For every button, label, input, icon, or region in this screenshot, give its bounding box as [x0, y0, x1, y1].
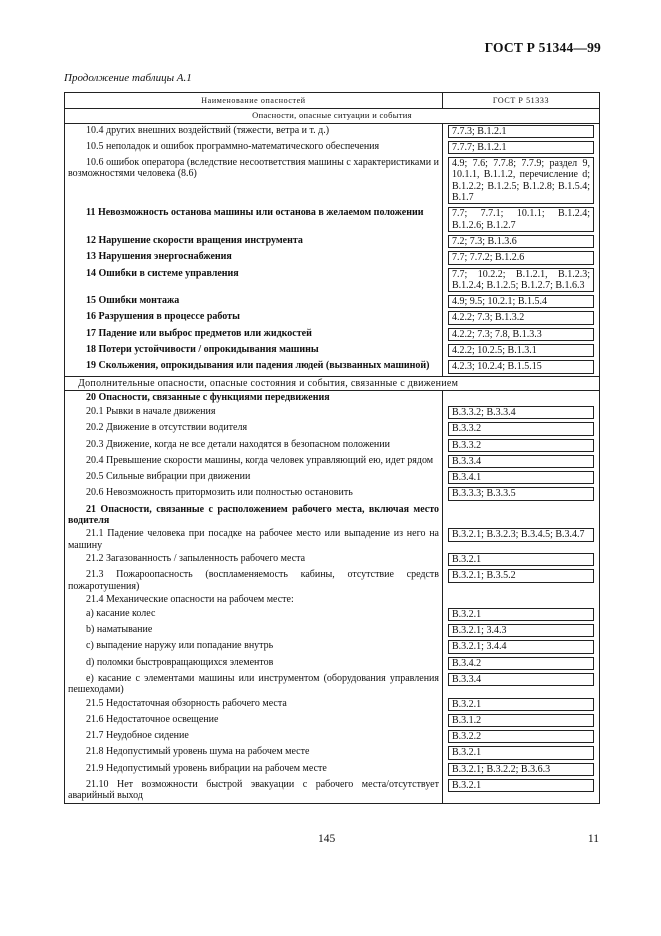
reference-cell [443, 454, 600, 470]
table-row [65, 713, 600, 729]
reference-clause: В.3.2.1 [448, 746, 594, 759]
reference-clause: 7.7; 10.2.2; В.1.2.1, В.1.2.3; В.1.2.4; В.1.2.5; В.1.2.7; В.1.6.3 [448, 268, 594, 293]
reference-cell [443, 503, 600, 528]
section-header-hazards: Опасности, опасные ситуации и события [65, 109, 600, 123]
hazard-name-cell: 10.6 ошибок оператора (вследствие несоответствия машины с характеристиками и возможностями человека (8.6) [65, 156, 443, 206]
reference-clause: 4.2.3; 10.2.4; В.1.5.15 [448, 360, 594, 373]
table-continuation-caption: Продолжение таблицы А.1 [64, 72, 192, 84]
reference-cell [443, 123, 600, 140]
table-row [65, 390, 600, 405]
table-row [65, 250, 600, 266]
reference-clause: В.3.2.1 [448, 779, 594, 792]
section-header-movement: Дополнительные опасности, опасные состояния и события, связанные с движением [65, 376, 600, 390]
reference-cell [443, 486, 600, 502]
table-row [65, 294, 600, 310]
reference-cell [443, 778, 600, 803]
hazard-name-cell: 21.4 Механические опасности на рабочем месте: [65, 593, 443, 607]
table-row [65, 607, 600, 623]
hazard-name-cell: а) касание колес [65, 607, 443, 623]
table-header-row [65, 93, 600, 109]
document-code: ГОСТ Р 51344—99 [484, 40, 601, 55]
reference-cell [443, 552, 600, 568]
reference-cell [443, 405, 600, 421]
reference-cell [443, 156, 600, 206]
hazard-name-cell: 21.5 Недостаточная обзорность рабочего места [65, 697, 443, 713]
table-row [65, 470, 600, 486]
hazard-name-cell: 21.8 Недопустимый уровень шума на рабочем месте [65, 745, 443, 761]
hazard-name-cell: d) поломки быстровращающихся элементов [65, 656, 443, 672]
reference-clause: 4.9; 9.5; 10.2.1; В.1.5.4 [448, 295, 594, 308]
reference-cell [443, 729, 600, 745]
reference-clause: 4.2.2; 7.3; В.1.3.2 [448, 311, 594, 324]
reference-clause: В.3.2.1; В.3.2.3; В.3.4.5; В.3.4.7 [448, 528, 594, 541]
hazard-name-cell: е) касание с элементами машины или инструментом (оборудования управления пешеходами) [65, 672, 443, 697]
table-row [65, 729, 600, 745]
reference-clause: 4.2.2; 10.2.5; В.1.3.1 [448, 344, 594, 357]
hazard-name-cell: 21.1 Падение человека при посадке на рабочее место или выпадение из него на машину [65, 527, 443, 552]
reference-clause [448, 392, 594, 403]
table-row [65, 503, 600, 528]
reference-clause: В.3.2.1; В.3.2.2; В.3.6.3 [448, 763, 594, 776]
column-header-hazards: Наименование опасностей [65, 93, 443, 109]
reference-cell [443, 438, 600, 454]
reference-clause [448, 594, 594, 605]
reference-clause: В.3.3.2 [448, 439, 594, 452]
reference-cell [443, 672, 600, 697]
reference-cell [443, 697, 600, 713]
reference-cell [443, 656, 600, 672]
reference-clause: 7.7; 7.7.2; В.1.2.6 [448, 251, 594, 264]
reference-cell [443, 470, 600, 486]
reference-clause: 7.2; 7.3; В.1.3.6 [448, 235, 594, 248]
reference-cell [443, 745, 600, 761]
reference-clause: 4.2.2; 7.3; 7.8, В.1.3.3 [448, 328, 594, 341]
reference-cell [443, 359, 600, 376]
table-row [65, 140, 600, 156]
table-row [65, 267, 600, 295]
table-row [65, 156, 600, 206]
reference-clause: В.3.3.3; В.3.3.5 [448, 487, 594, 500]
hazard-name-cell: 10.4 других внешних воздействий (тяжести, ветра и т. д.) [65, 123, 443, 140]
reference-clause: В.3.3.2; В.3.3.4 [448, 406, 594, 419]
reference-clause [448, 504, 594, 515]
table-row [65, 123, 600, 140]
reference-cell [443, 421, 600, 437]
reference-cell [443, 607, 600, 623]
table-row [65, 527, 600, 552]
table-row [65, 697, 600, 713]
reference-clause: В.3.3.4 [448, 673, 594, 686]
hazard-name-cell: 10.5 неполадок и ошибок программно-математического обеспечения [65, 140, 443, 156]
reference-cell [443, 327, 600, 343]
reference-cell [443, 343, 600, 359]
reference-cell [443, 527, 600, 552]
hazard-name-cell: 21.10 Нет возможности быстрой эвакуации с рабочего места/отсутствует аварийный выход [65, 778, 443, 803]
table-row [65, 762, 600, 778]
hazard-name-cell: 19 Скольжения, опрокидывания или падения людей (вызванных машиной) [65, 359, 443, 376]
table-row [65, 486, 600, 502]
hazard-name-cell: 17 Падение или выброс предметов или жидкостей [65, 327, 443, 343]
hazard-name-cell: 13 Нарушения энергоснабжения [65, 250, 443, 266]
section-header-row [65, 109, 600, 123]
page-number-center: 145 [318, 833, 336, 845]
reference-clause: В.3.2.1; 3.4.3 [448, 624, 594, 637]
table-row [65, 656, 600, 672]
page-number-right: 11 [587, 833, 599, 845]
hazard-name-cell: 12 Нарушение скорости вращения инструмента [65, 234, 443, 250]
hazard-name-cell: 15 Ошибки монтажа [65, 294, 443, 310]
table-row [65, 438, 600, 454]
reference-clause: В.3.4.1 [448, 471, 594, 484]
table-row [65, 672, 600, 697]
reference-cell [443, 294, 600, 310]
reference-cell [443, 568, 600, 593]
table-row [65, 359, 600, 376]
table-row [65, 421, 600, 437]
table-row [65, 206, 600, 234]
reference-cell [443, 140, 600, 156]
hazard-name-cell: 21.6 Недостаточное освещение [65, 713, 443, 729]
reference-cell [443, 390, 600, 405]
reference-cell [443, 639, 600, 655]
reference-clause: В.3.3.4 [448, 455, 594, 468]
table-row [65, 623, 600, 639]
reference-cell [443, 593, 600, 607]
hazard-name-cell: 21.7 Неудобное сидение [65, 729, 443, 745]
reference-cell [443, 267, 600, 295]
reference-clause: В.3.2.1; 3.4.4 [448, 640, 594, 653]
table-row [65, 405, 600, 421]
table-row [65, 310, 600, 326]
reference-cell [443, 234, 600, 250]
table-row [65, 593, 600, 607]
hazard-name-cell: 21.9 Недопустимый уровень вибрации на рабочем месте [65, 762, 443, 778]
hazard-name-cell: 20.4 Превышение скорости машины, когда человек управляющий ею, идет рядом [65, 454, 443, 470]
hazard-name-cell: b) наматывание [65, 623, 443, 639]
reference-clause: В.3.1.2 [448, 714, 594, 727]
hazard-name-cell: 20.1 Рывки в начале движения [65, 405, 443, 421]
reference-clause: В.3.2.1 [448, 553, 594, 566]
reference-clause: 7.7.3; В.1.2.1 [448, 125, 594, 138]
hazards-table [64, 92, 600, 804]
reference-clause: В.3.3.2 [448, 422, 594, 435]
table-row [65, 234, 600, 250]
table-row [65, 639, 600, 655]
reference-cell [443, 762, 600, 778]
reference-cell [443, 250, 600, 266]
hazard-name-cell: 21 Опасности, связанные с расположением рабочего места, включая место водителя [65, 503, 443, 528]
reference-clause: В.3.2.1 [448, 698, 594, 711]
table-row [65, 454, 600, 470]
reference-cell [443, 713, 600, 729]
hazard-name-cell: 21.3 Пожароопасность (воспламеняемость кабины, отсутствие средств пожаротушения) [65, 568, 443, 593]
reference-cell [443, 623, 600, 639]
table-row [65, 778, 600, 803]
table-row [65, 745, 600, 761]
hazard-name-cell: 20.3 Движение, когда не все детали находятся в безопасном положении [65, 438, 443, 454]
reference-clause: 7.7.7; В.1.2.1 [448, 141, 594, 154]
hazard-name-cell: 18 Потери устойчивости / опрокидывания машины [65, 343, 443, 359]
hazard-name-cell: 20 Опасности, связанные с функциями передвижения [65, 390, 443, 405]
reference-cell [443, 206, 600, 234]
reference-cell [443, 310, 600, 326]
table-row [65, 343, 600, 359]
reference-clause: 4.9; 7.6; 7.7.8; 7.7.9; раздел 9, 10.1.1, В.1.1.2, перечисление d; В.1.2.2; В.1.2.5; В.1.2.8; В.1.5.4; В.1.7 [448, 157, 594, 204]
hazard-name-cell: 20.2 Движение в отсутствии водителя [65, 421, 443, 437]
reference-clause: В.3.4.2 [448, 657, 594, 670]
hazard-name-cell: 20.6 Невозможность притормозить или полностью остановить [65, 486, 443, 502]
hazard-name-cell: 20.5 Сильные вибрации при движении [65, 470, 443, 486]
hazard-name-cell: с) выпадение наружу или попадание внутрь [65, 639, 443, 655]
section-header-row [65, 376, 600, 390]
table-row [65, 568, 600, 593]
reference-clause: В.3.2.2 [448, 730, 594, 743]
hazard-name-cell: 21.2 Загазованность / запыленность рабочего места [65, 552, 443, 568]
table-row [65, 552, 600, 568]
hazard-name-cell: 11 Невозможность останова машины или останова в желаемом положении [65, 206, 443, 234]
hazard-name-cell: 16 Разрушения в процессе работы [65, 310, 443, 326]
table-row [65, 327, 600, 343]
reference-clause: В.3.2.1; В.3.5.2 [448, 569, 594, 582]
column-header-standard: ГОСТ Р 51333 [443, 93, 600, 109]
hazard-name-cell: 14 Ошибки в системе управления [65, 267, 443, 295]
reference-clause: В.3.2.1 [448, 608, 594, 621]
reference-clause: 7.7; 7.7.1; 10.1.1; В.1.2.4; В.1.2.6; В.1.2.7 [448, 207, 594, 232]
